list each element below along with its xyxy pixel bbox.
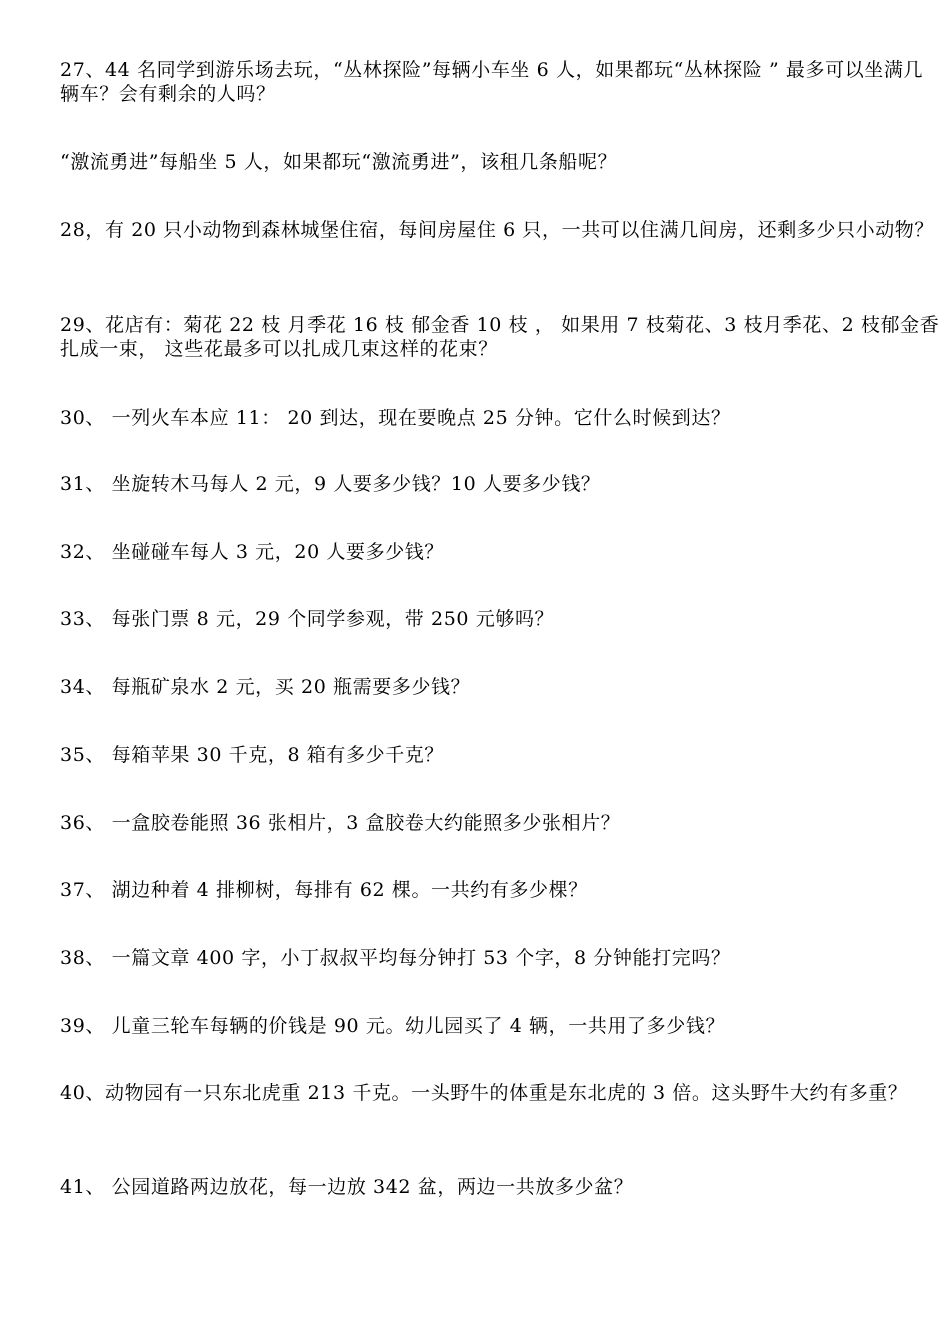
question-37: 37、 湖边种着 4 排柳树，每排有 62 棵。一共约有多少棵？ [60, 879, 588, 901]
question-34: 34、 每瓶矿泉水 2 元，买 20 瓶需要多少钱？ [60, 676, 471, 698]
question-30: 30、 一列火车本应 11： 20 到达，现在要晚点 25 分钟。它什么时候到达？ [60, 407, 731, 429]
question-32: 32、 坐碰碰车每人 3 元，20 人要多少钱？ [60, 541, 445, 563]
question-39: 39、 儿童三轮车每辆的价钱是 90 元。幼儿园买了 4 辆，一共用了多少钱？ [60, 1015, 726, 1037]
question-27-part-2: “激流勇进”每船坐 5 人，如果都玩“激流勇进”，该租几条船呢？ [60, 151, 618, 173]
question-35: 35、 每箱苹果 30 千克，8 箱有多少千克？ [60, 744, 445, 766]
question-41: 41、 公园道路两边放花，每一边放 342 盆，两边一共放多少盆？ [60, 1176, 634, 1198]
question-27: 27、44 名同学到游乐场去玩，“丛林探险”每辆小车坐 6 人，如果都玩“丛林探险 ” 最多可以坐满几辆车？会有剩余的人吗？ [60, 59, 924, 105]
question-40: 40、动物园有一只东北虎重 213 千克。一头野牛的体重是东北虎的 3 倍。这头野牛大约有多重？ [60, 1082, 908, 1104]
question-29: 29、花店有：菊花 22 枝 月季花 16 枝 郁金香 10 枝 ， 如果用 7 枝菊花、3 枝月季花、2 枝郁金香扎成一束， 这些花最多可以扎成几束这样的花束？ [60, 314, 940, 360]
question-38: 38、 一篇文章 400 字，小丁叔叔平均每分钟打 53 个字，8 分钟能打完吗？ [60, 947, 731, 969]
question-33: 33、 每张门票 8 元，29 个同学参观，带 250 元够吗？ [60, 608, 555, 630]
question-31: 31、 坐旋转木马每人 2 元，9 人要多少钱？10 人要多少钱？ [60, 473, 601, 495]
question-36: 36、 一盒胶卷能照 36 张相片，3 盒胶卷大约能照多少张相片？ [60, 812, 621, 834]
question-28: 28，有 20 只小动物到森林城堡住宿，每间房屋住 6 只，一共可以住满几间房，还剩多少只小动物？ [60, 219, 935, 241]
